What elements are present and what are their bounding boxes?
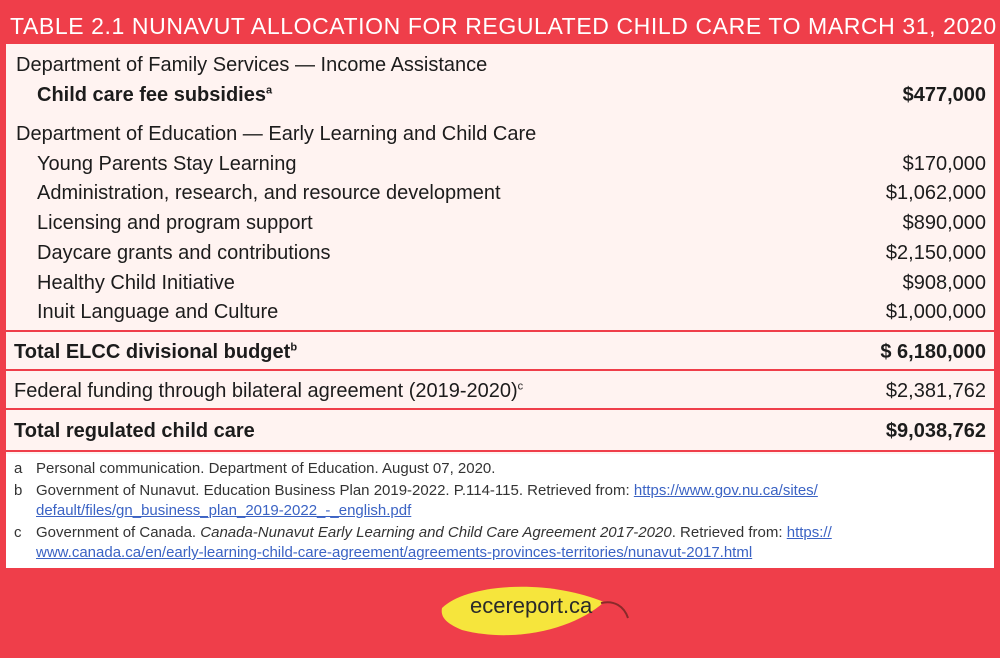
- footnote-key: b: [14, 482, 23, 499]
- footnote-b: [14, 481, 818, 519]
- footnote-b-link-continued[interactable]: default/files/gn_business_plan_2019-2022_-_english.pdf: [36, 502, 412, 519]
- elcc-total-value: $ 6,180,000: [880, 341, 986, 363]
- budget-item-value: $170,000: [902, 153, 986, 175]
- elcc-total-label-wrap: [14, 341, 297, 364]
- footnote-b-body: [36, 481, 818, 521]
- budget-item-label: Inuit Language and Culture: [37, 301, 279, 323]
- elcc-total-label: Total ELCC divisional budget: [14, 341, 291, 363]
- divider: [6, 330, 994, 332]
- footnotes: [6, 454, 994, 568]
- budget-item-value: $1,062,000: [885, 182, 986, 204]
- budget-item-label: Daycare grants and contributions: [37, 242, 331, 264]
- grand-total-label: Total regulated child care: [14, 420, 255, 442]
- subsidy-label-wrap: [37, 84, 272, 107]
- federal-funding-label-wrap: [14, 380, 523, 403]
- budget-item-label: Licensing and program support: [37, 212, 313, 234]
- grand-total-value: $9,038,762: [885, 420, 986, 442]
- budget-item-value: $2,150,000: [885, 242, 986, 264]
- footnote-c-link-continued[interactable]: www.canada.ca/en/early-learning-child-care-agreement/agreements-provinces-territories/nunavut-2017.html: [36, 544, 753, 561]
- footnote-key: a: [14, 460, 23, 477]
- agreement-title: Canada-Nunavut Early Learning and Child Care Agreement 2017-2020: [200, 524, 672, 541]
- budget-item-value: $890,000: [902, 212, 986, 234]
- site-link[interactable]: ecereport.ca: [470, 593, 593, 618]
- footnote-c-link[interactable]: https://: [786, 524, 832, 541]
- footnote-a: [14, 459, 496, 479]
- budget-item-label: Administration, research, and resource development: [37, 182, 501, 204]
- footnote-b-link[interactable]: https://www.gov.nu.ca/sites/: [633, 482, 818, 499]
- footnote-text: Government of Canada.: [36, 524, 201, 541]
- footnote-c: [14, 523, 832, 561]
- education-heading: Department of Education — Early Learning and Child Care: [16, 123, 537, 145]
- federal-funding-label: Federal funding through bilateral agreement (2019-2020): [14, 380, 518, 402]
- table-title: TABLE 2.1 NUNAVUT ALLOCATION FOR REGULATED CHILD CARE TO MARCH 31, 2020: [10, 13, 997, 39]
- budget-item-label: Young Parents Stay Learning: [37, 153, 297, 175]
- subsidy-footnote-marker: a: [265, 84, 273, 97]
- footnote-text: Government of Nunavut. Education Business Plan 2019-2022. P.114-115. Retrieved from:: [36, 482, 634, 499]
- divider: [6, 450, 994, 452]
- budget-item-value: $1,000,000: [885, 301, 986, 323]
- subsidy-label: Child care fee subsidies: [37, 84, 266, 106]
- footnote-c-body: [36, 523, 832, 563]
- elcc-footnote-marker: b: [290, 341, 298, 354]
- federal-funding-value: $2,381,762: [885, 380, 986, 402]
- footnote-text: Personal communication. Department of Education. August 07, 2020.: [36, 460, 496, 477]
- budget-item-label: Healthy Child Initiative: [37, 272, 235, 294]
- footnote-text: . Retrieved from:: [671, 524, 787, 541]
- subsidy-value: $477,000: [902, 84, 986, 106]
- federal-footnote-marker: c: [517, 380, 524, 393]
- table-panel: [6, 44, 994, 568]
- footnote-key: c: [14, 524, 22, 541]
- family-services-heading: Department of Family Services — Income Assistance: [16, 54, 488, 76]
- divider: [6, 369, 994, 371]
- divider: [6, 408, 994, 410]
- budget-item-value: $908,000: [902, 272, 986, 294]
